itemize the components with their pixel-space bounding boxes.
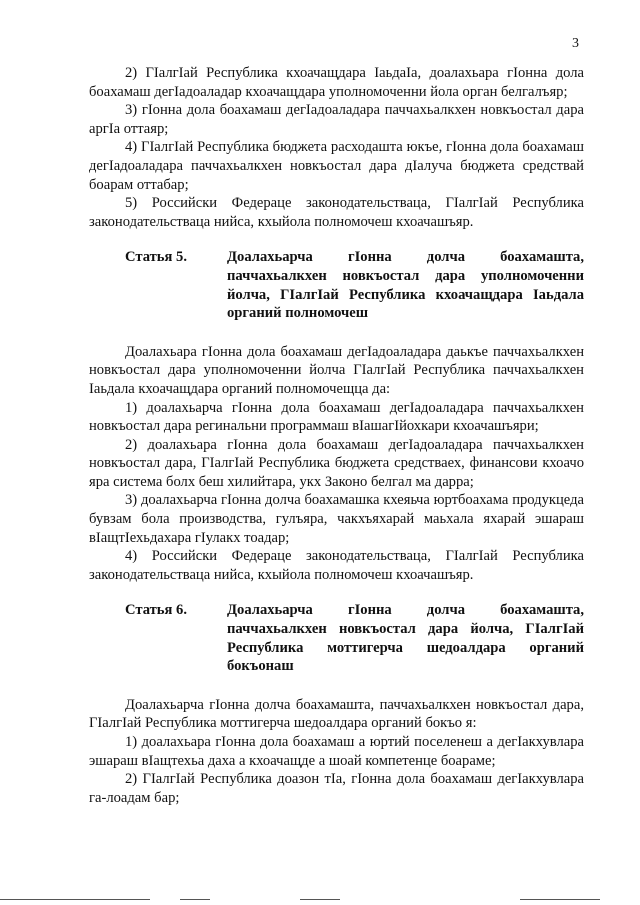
article-title: Доалахьарча гӀонна долча боахамашта, паччахьалкхен новкъостал дара йолча, ГӀалгӀай Республика моттигерча шедоалдара органий бокъонаш: [227, 602, 584, 675]
article-5-heading: [89, 248, 584, 322]
paragraph: 3) доалахьарча гӀонна долча боахамашка кхеяьча юртбоахама продукцеда бувзам бола производства, гулъяра, чакхъяхарай маьхала яхарай эшараш вӀащтӀехьдахара гӀулакх тоадар;: [89, 492, 584, 546]
paragraph: 4) ГӀалгӀай Республика бюджета расходашта юкъе, гӀонна дола боахамаш дегӀадоаладара паччахьалкхен новкъостал дара дӀалуча бюджета средствай боарам оттабар;: [89, 139, 584, 193]
paragraph: 2) ГӀалгӀай Республика кхоачащдара ӀаьдаӀа, доалахьара гӀонна дола боахамаш дегӀадоаладар кхоачащдара уполномоченни йола орган белгалъяр;: [89, 65, 584, 100]
paragraph: 2) ГӀалгӀай Республика доазон тӀа, гӀонна дола боахамаш дегӀакхувлара га-лоадам бар;: [89, 771, 584, 806]
footer-line: [180, 899, 210, 900]
article-title: Доалахьарча гӀонна долча боахамашта, паччахьалкхен новкъостал дара уполномоченни йолча, ГӀалгӀай Республика кхоачащдара Ӏаьдала органий полномочеш: [227, 249, 584, 322]
footer-line: [0, 899, 150, 900]
article-label: Статья 6.: [125, 602, 187, 619]
paragraph: 1) доалахьара гӀонна дола боахамаш а юртий поселенеш а дегӀакхувлара эшараш вӀащтехьа даха а кхоачащде а шоай компетенце боараме;: [89, 734, 584, 769]
scan-footer-marks: [0, 895, 640, 905]
footer-line: [520, 899, 600, 900]
paragraph: 2) доалахьара гӀонна дола боахамаш дегӀадоаладара паччахьалкхен новкъостал дара, ГӀалгӀай Республика бюджета средстваех, финансови кхоачо яра система болх беш хилийтара, укх Законо белгал ма дарра;: [89, 436, 584, 490]
footer-line: [300, 899, 340, 900]
paragraph: 5) Российски Федераце законодательстваца, ГӀалгӀай Республика законодательстваца нийса, кхыйола полномочеш кхоачашъяр.: [89, 195, 584, 230]
article-label: Статья 5.: [125, 249, 187, 266]
document-body: [89, 64, 584, 807]
paragraph: Доалахьарча гӀонна долча боахамашта, паччахьалкхен новкъостал дара, ГӀалгӀай Республика моттигерча шедоалдара органий бокъо я:: [89, 696, 584, 732]
paragraph: 3) гӀонна дола боахамаш дегӀадоаладара паччахьалкхен новкъостал дара аргӀа оттаяр;: [89, 102, 584, 137]
paragraph: 4) Российски Федераце законодательстваца, ГӀалгӀай Республика законодательстваца нийса, кхыйола полномочеш кхоачашъяр.: [89, 548, 584, 583]
paragraph: Доалахьара гӀонна дола боахамаш дегӀадоаладара даькъе паччахьалкхен новкъостал дара уполномоченни йолча ГӀалгӀай Республика паччахьалкхен Ӏаьдала кхоачащдара органий полномочещца да:: [89, 343, 584, 397]
page-number: 3: [572, 36, 579, 51]
article-6-heading: [89, 601, 584, 675]
paragraph: 1) доалахьарча гӀонна дола боахамаш дегӀадоаладара паччахьалкхен новкъостал дара регинальни программаш вӀашагӀйохкари кхоачашъяри;: [89, 399, 584, 435]
